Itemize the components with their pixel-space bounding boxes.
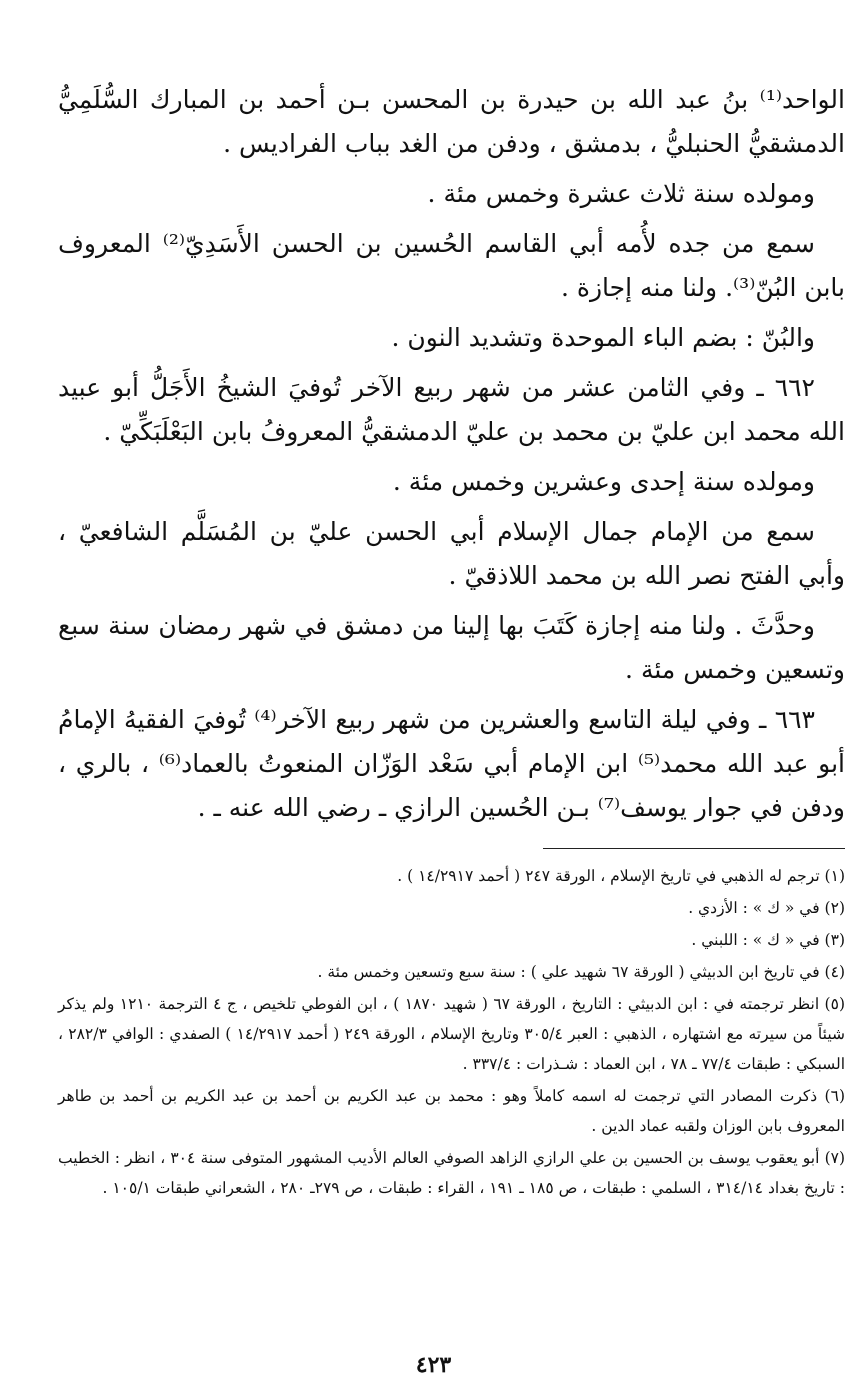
footnotes xyxy=(58,861,845,1203)
footnote-divider xyxy=(543,848,845,849)
footnote: (٣) في « ك » : اللبني . xyxy=(691,931,845,949)
entry-663: ٦٦٣ ـ وفي ليلة التاسع والعشرين من شهر ربيع الآخر⁽⁴⁾ تُوفيَ الفقيهُ الإمامُ أبو عبد الله محمد⁽⁵⁾ ابن الإمام أبي سَعْد الوَزّان المنعوتُ بالعماد⁽⁶⁾ ، بالري ، ودفن في جوار يوسف⁽⁷⁾ بـن الحُسين الرازي ـ رضي الله عنه ـ . xyxy=(58,705,845,822)
footnote: (٥) انظر ترجمته في : ابن الدبيثي : التاريخ ، الورقة ٦٧ ( شهيد ١٨٧٠ ) ، ابن الفوطي تلخيص ، ج ٤ الترجمة ١٢١٠ ولم يذكر شيئاً من سيرته مع اشتهاره ، الذهبي : العبر ٣٠٥/٤ وتاريخ الإسلام ، الورقة ٢٤٩ ( أحمد ١٤/٢٩١٧ ) الصفدي : الوافي ٢٨٢/٣ ، السبكي : طبقات ٧٧/٤ ـ ٧٨ ، ابن العماد : شـذرات : ٣٣٧/٤ . xyxy=(58,995,845,1073)
paragraph: وحدَّثَ . ولنا منه إجازة كَتَبَ بها إلينا من دمشق في شهر رمضان سنة سبع وتسعين وخمس مئة . xyxy=(58,611,845,684)
footnote: (١) ترجم له الذهبي في تاريخ الإسلام ، الورقة ٢٤٧ ( أحمد ١٤/٢٩١٧ ) . xyxy=(397,867,845,885)
footnote: (٧) أبو يعقوب يوسف بن الحسين بن علي الرازي الزاهد الصوفي العالم الأديب المشهور المتوفى سنة ٣٠٤ ، انظر : الخطيب : تاريخ بغداد ٣١٤/١٤ ، السلمي : طبقات ، ص ١٨٥ ـ ١٩١ ، القراء : طبقات ، ص ٢٧٩ـ ٢٨٠ ، الشعراني طبقات ١٠٥/١ . xyxy=(58,1149,846,1197)
paragraph: سمع من الإمام جمال الإسلام أبي الحسن عليّ بن المُسَلَّم الشافعيّ ، وأبي الفتح نصر الله بن محمد اللاذقيّ . xyxy=(58,517,845,590)
entry-662: ٦٦٢ ـ وفي الثامن عشر من شهر ربيع الآخر تُوفيَ الشيخُ الأَجَلُّ أبو عبيد الله محمد ابن عليّ بن محمد بن عليّ الدمشقيُّ المعروفُ بابن البَعْلَبَكِّيّ . xyxy=(58,373,845,446)
footnote: (٢) في « ك » : الأزدي . xyxy=(688,899,845,917)
paragraph: سمع من جده لأُمه أبي القاسم الحُسين بن الحسن الأَسَدِيّ⁽²⁾ المعروف بابن البُنّ⁽³⁾. ولنا منه إجازة . xyxy=(58,229,845,302)
paragraph: ومولده سنة ثلاث عشرة وخمس مئة . xyxy=(427,179,815,208)
paragraph: ومولده سنة إحدى وعشرين وخمس مئة . xyxy=(392,467,815,496)
paragraph: الواحد⁽¹⁾ بنُ عبد الله بن حيدرة بن المحسن بـن أحمد بن المبارك السُّلَمِيُّ الدمشقيُّ الحنبليُّ ، بدمشق ، ودفن من الغد بباب الفراديس . xyxy=(58,85,845,158)
main-text xyxy=(58,78,845,830)
footnote: (٦) ذكرت المصادر التي ترجمت له اسمه كاملاً وهو : محمد بن عبد الكريم بن أحمد بن عبد الكريم بن أحمد بن طاهر المعروف بابن الوزان ولقبه عماد الدين . xyxy=(58,1087,845,1135)
paragraph: والبُنّ : بضم الباء الموحدة وتشديد النون . xyxy=(391,323,815,352)
footnote: (٤) في تاريخ ابن الدبيثي ( الورقة ٦٧ شهيد علي ) : سنة سبع وتسعين وخمس مئة . xyxy=(317,963,845,981)
page-number: ٤٢٣ xyxy=(415,1352,452,1378)
